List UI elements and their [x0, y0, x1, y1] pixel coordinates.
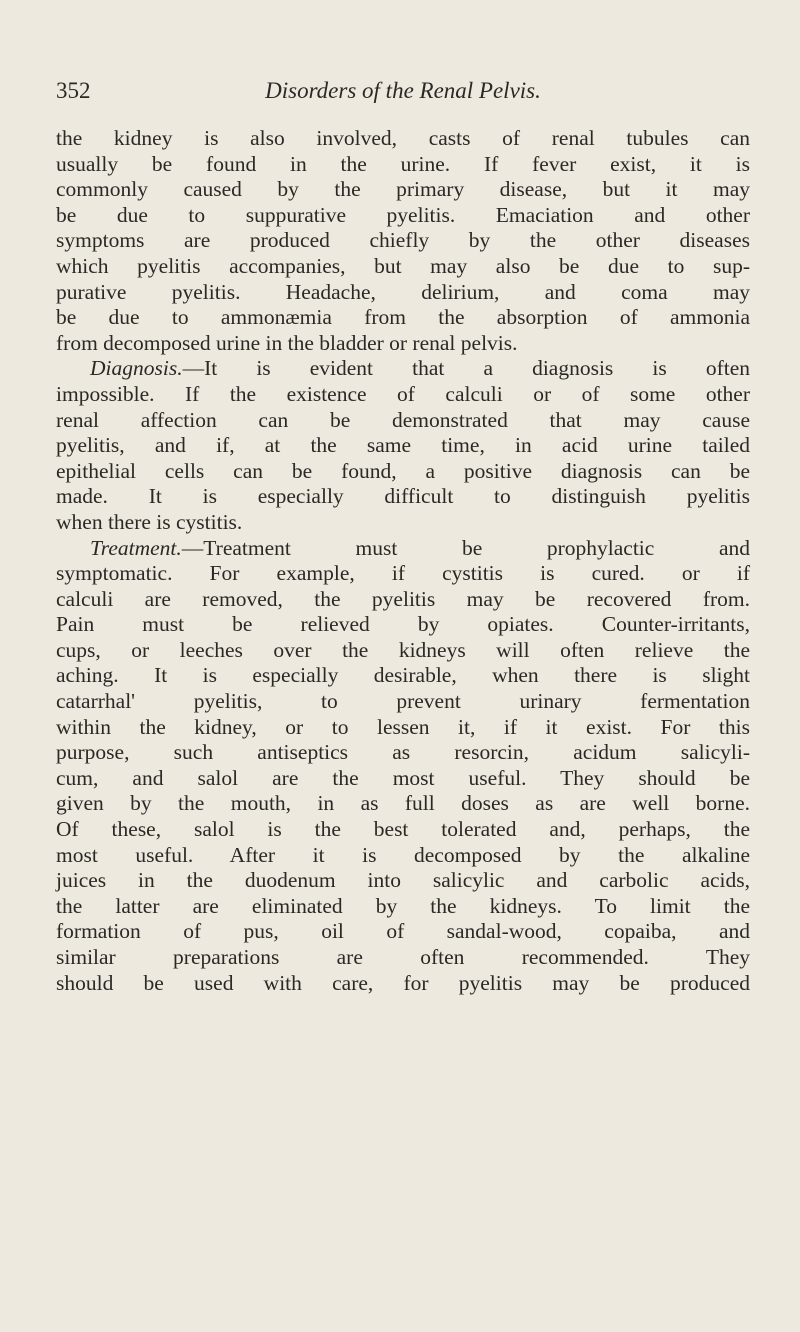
treatment-paragraph-start	[56, 536, 750, 562]
text-line: cum, and salol are the most useful. They should be	[56, 765, 750, 790]
text-line: be due to ammonæmia from the absorption of ammonia	[56, 305, 750, 330]
text-line: Pain must be relieved by opiates. Counter-irritants,	[56, 612, 750, 637]
text-line: impossible. If the existence of calculi or of some other	[56, 381, 750, 406]
text-line: most useful. After it is decomposed by the alkaline	[56, 842, 750, 867]
text-line: symptoms are produced chiefly by the other diseases	[56, 228, 750, 253]
text-run: —Treatment must be prophylactic and	[181, 535, 750, 560]
running-head	[56, 76, 750, 106]
text-line: made. It is especially difficult to distinguish pyelitis	[56, 484, 750, 509]
text-line: pyelitis, and if, at the same time, in acid urine tailed	[56, 433, 750, 458]
text-line: symptomatic. For example, if cystitis is cured. or if	[56, 561, 750, 586]
text-line: be due to suppurative pyelitis. Emaciation and other	[56, 202, 750, 227]
text-line: purpose, such antiseptics as resorcin, acidum salicyli-	[56, 740, 750, 765]
text-line: catarrhal' pyelitis, to prevent urinary fermentation	[56, 689, 750, 714]
running-title: Disorders of the Renal Pelvis.	[265, 78, 541, 103]
page-number: 352	[56, 78, 91, 103]
text-line: Of these, salol is the best tolerated and, perhaps, the	[56, 817, 750, 842]
text-line: epithelial cells can be found, a positive diagnosis can be	[56, 458, 750, 483]
text-line: renal affection can be demonstrated that may cause	[56, 407, 750, 432]
text-line: usually be found in the urine. If fever exist, it is	[56, 151, 750, 176]
body-text	[56, 126, 750, 996]
text-line: similar preparations are often recommended. They	[56, 945, 750, 969]
text-line: formation of pus, oil of sandal-wood, copaiba, and	[56, 919, 750, 944]
text-line: when there is cystitis.	[56, 509, 243, 534]
text-line: the kidney is also involved, casts of renal tubules can	[56, 126, 750, 150]
diagnosis-heading: Diagnosis.	[90, 356, 183, 381]
text-line: within the kidney, or to lessen it, if it exist. For this	[56, 714, 750, 739]
text-line: commonly caused by the primary disease, but it may	[56, 177, 750, 202]
text-line: cups, or leeches over the kidneys will often relieve the	[56, 637, 750, 662]
text-line: should be used with care, for pyelitis may be produced	[56, 970, 750, 995]
text-line: given by the mouth, in as full doses as are well borne.	[56, 791, 750, 816]
text-line: the latter are eliminated by the kidneys. To limit the	[56, 893, 750, 918]
text-line: juices in the duodenum into salicylic and carbolic acids,	[56, 868, 750, 893]
text-line: aching. It is especially desirable, when there is slight	[56, 663, 750, 688]
text-line: purative pyelitis. Headache, delirium, and coma may	[56, 279, 750, 304]
text-line: calculi are removed, the pyelitis may be recovered from.	[56, 586, 750, 611]
text-line: from decomposed urine in the bladder or renal pelvis.	[56, 330, 518, 355]
text-run: —It is evident that a diagnosis is often	[182, 356, 750, 381]
text-line: which pyelitis accompanies, but may also be due to sup-	[56, 253, 750, 278]
treatment-heading: Treatment.	[90, 535, 182, 560]
diagnosis-paragraph-start	[56, 356, 750, 382]
